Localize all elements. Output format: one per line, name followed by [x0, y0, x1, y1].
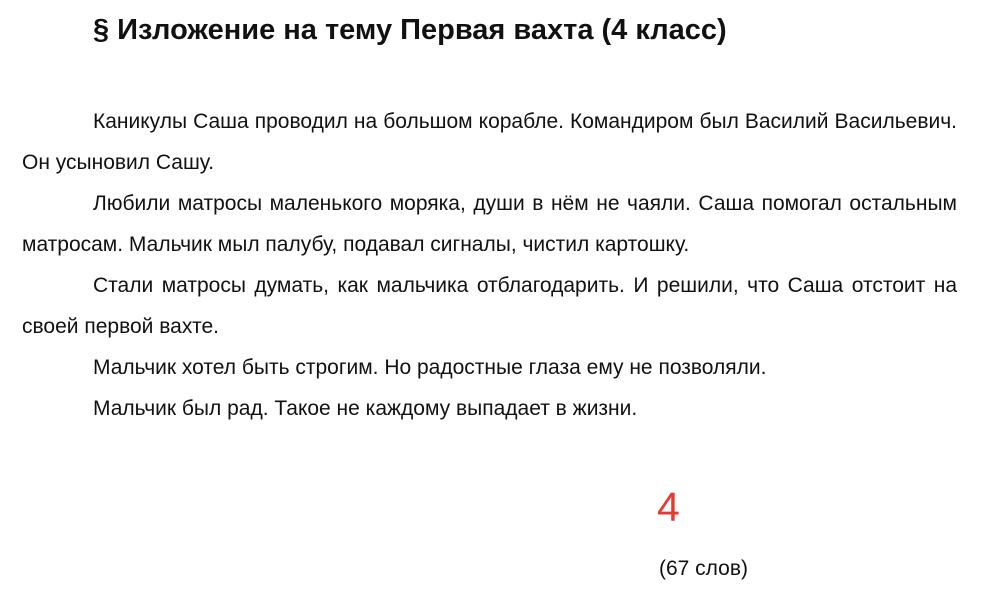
- paragraph-4: Мальчик хотел быть строгим. Но радостные глаза ему не позволяли.: [93, 356, 767, 379]
- word-count: (67 слов): [659, 557, 749, 580]
- paragraph-5: Мальчик был рад. Такое не каждому выпадает в жизни.: [93, 397, 638, 420]
- paragraph-2: Любили матросы маленького моряка, души в нём не чаяли. Саша помогал остальным матросам. Мальчик мыл палубу, подавал сигналы, чистил картошку.: [22, 192, 957, 256]
- essay-body: [22, 101, 957, 429]
- paragraph-3: Стали матросы думать, как мальчика отблагодарить. И решили, что Саша отстоит на своей первой вахте.: [22, 274, 957, 338]
- page-title: § Изложение на тему Первая вахта (4 класс): [93, 14, 727, 46]
- paragraph-1: Каникулы Саша проводил на большом корабле. Командиром был Василий Васильевич. Он усыновил Сашу.: [22, 110, 957, 174]
- grade-mark: 4: [657, 484, 680, 530]
